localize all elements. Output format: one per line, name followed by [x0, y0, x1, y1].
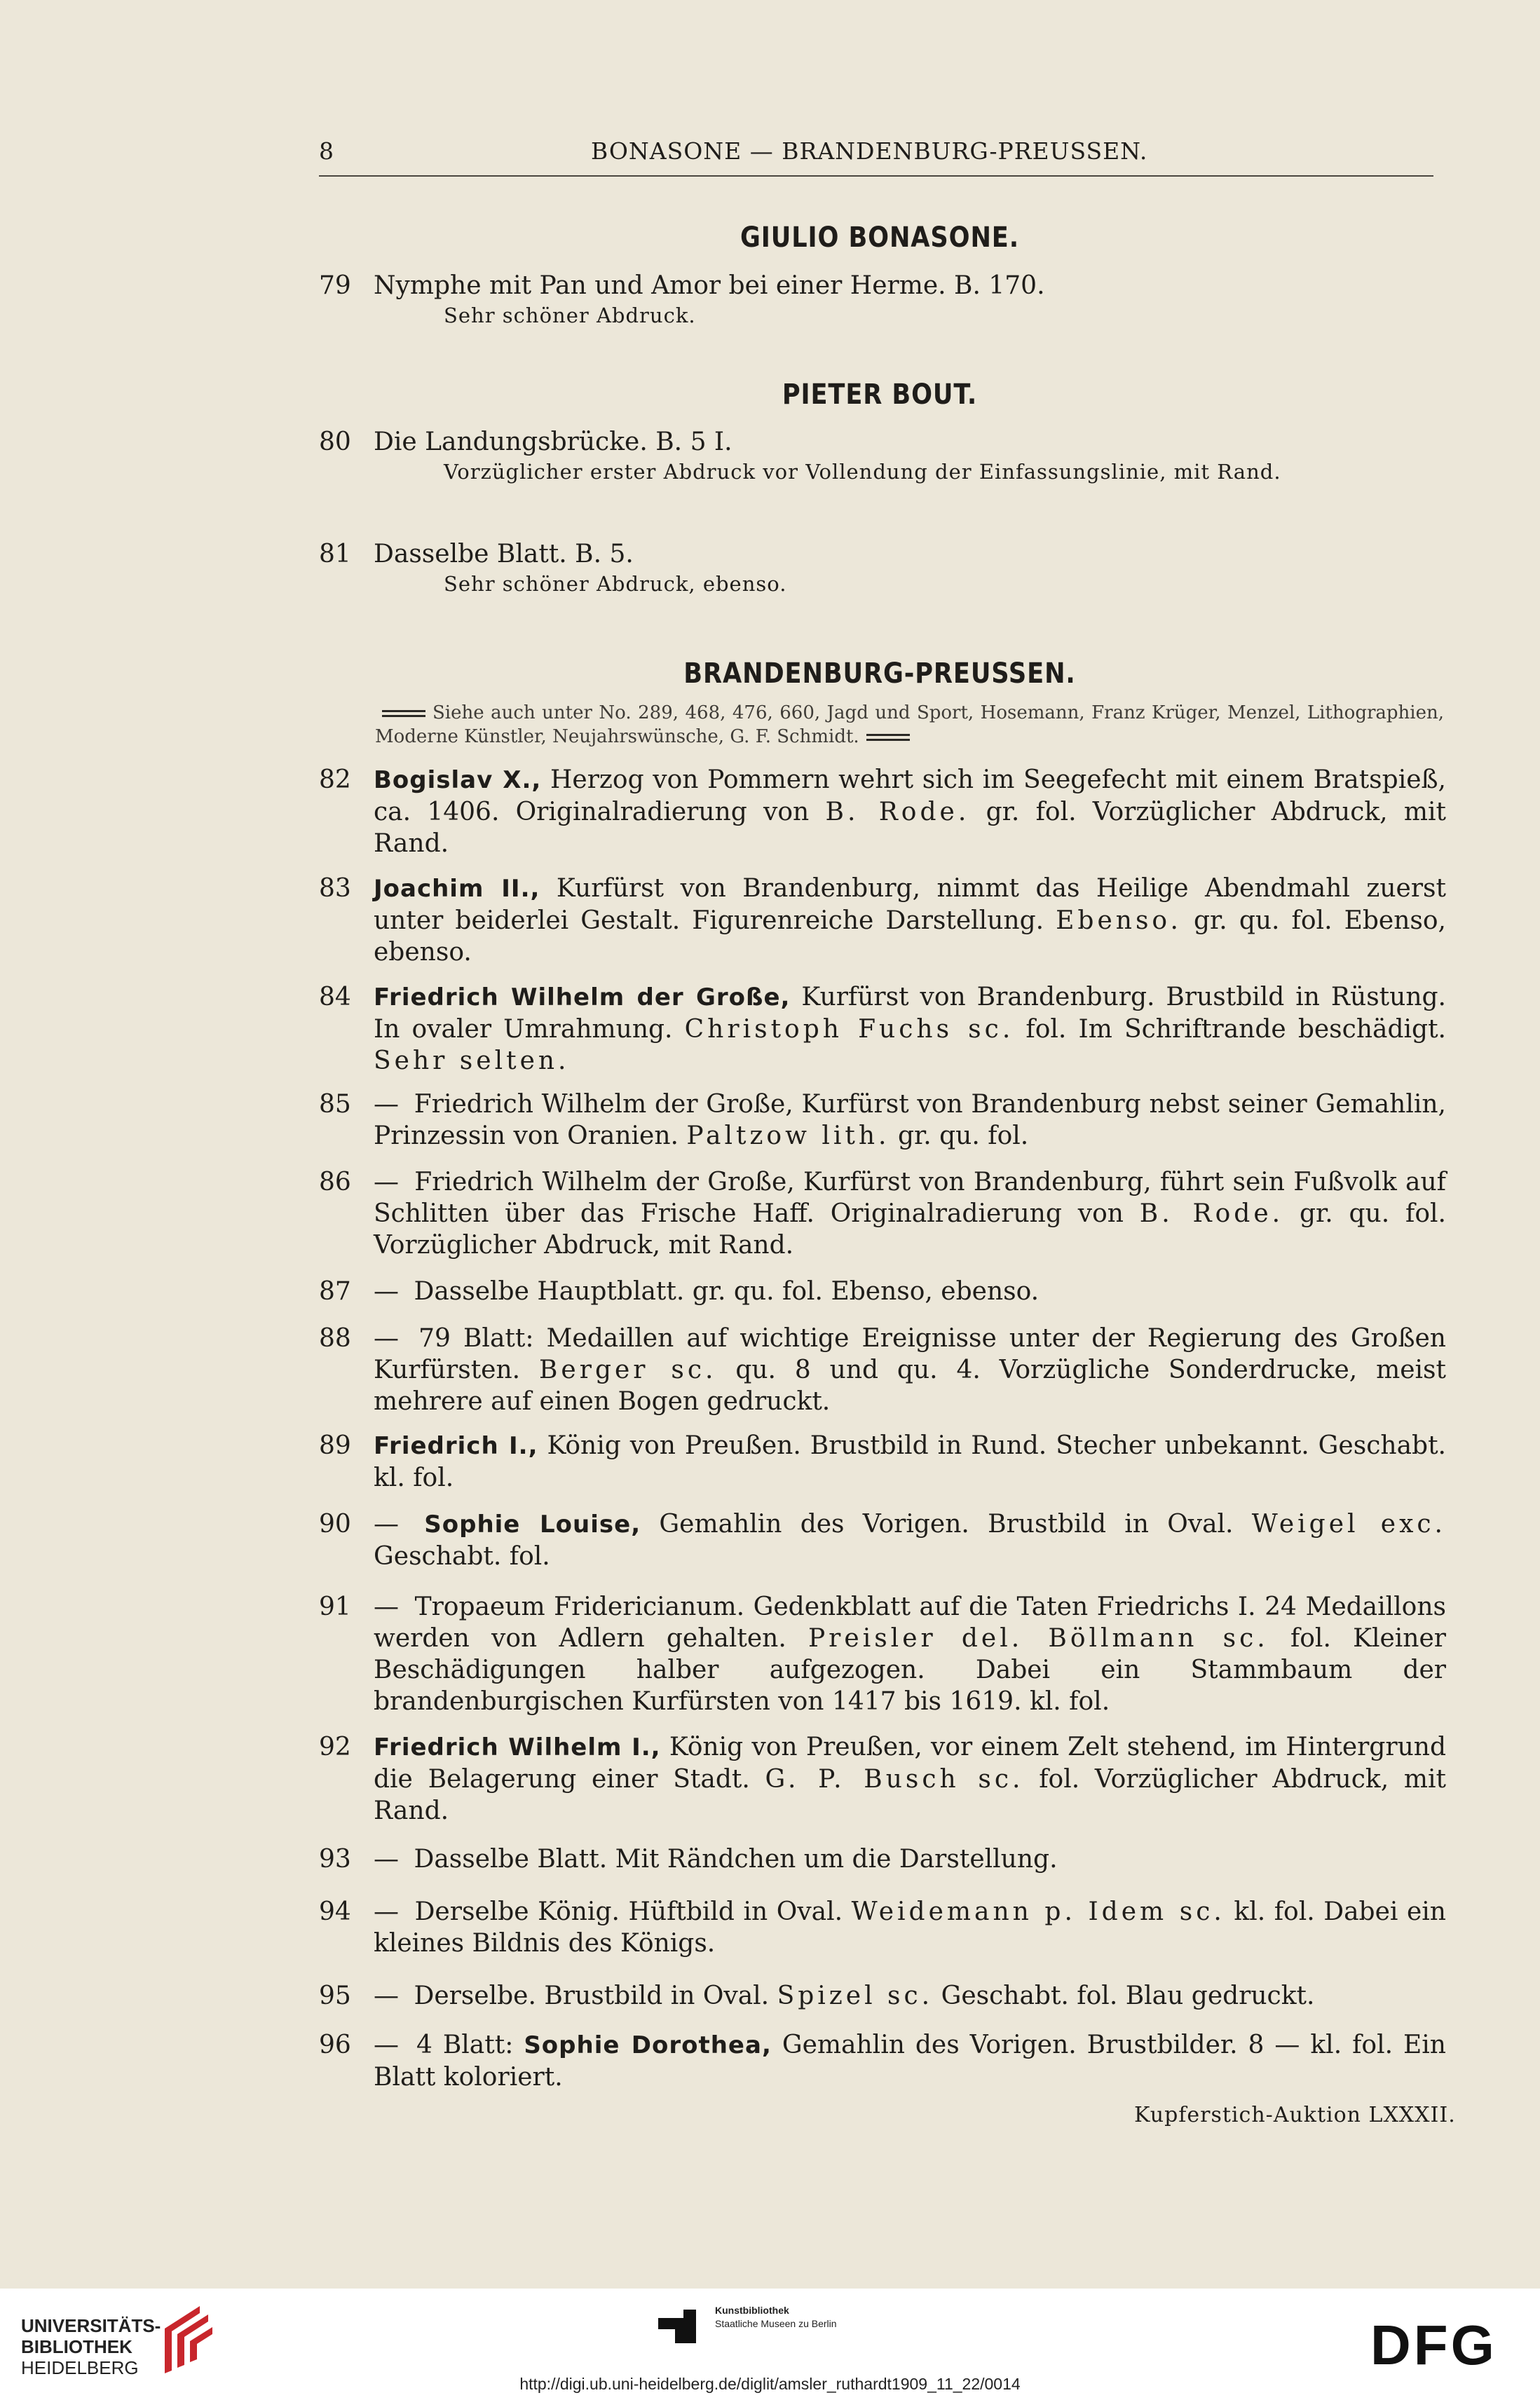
entry-artist: B. Rode. — [1139, 1199, 1284, 1228]
kunstbibliothek-label — [715, 2304, 837, 2331]
entry-number: 90 — [319, 1510, 351, 1539]
entry-note: Sehr schöner Abdruck, ebenso. — [444, 572, 787, 596]
ditto-dash: — — [374, 1897, 399, 1926]
entry-body: Friedrich Wilhelm der Große, Kurfürst von Brandenburg, führt sein Fußvolk auf Schlitten über das Frische Haff. Originalradierung von — [374, 1168, 1446, 1228]
entry-text — [374, 1089, 1446, 1152]
entry-number: 93 — [319, 1845, 351, 1874]
entry-text — [374, 981, 1446, 1077]
entry-tail: fol. Kleiner Beschädigungen halber aufgezogen. Dabei ein Stammbaum der brandenburgischen Kurfürsten von 1417 bis 1619. kl. fol. — [374, 1624, 1446, 1716]
entry-tail: gr. fol. Vorzüglicher Abdruck, mit Rand. — [374, 798, 1447, 858]
entry-text — [374, 873, 1446, 968]
entry-body: Nymphe mit Pan und Amor bei einer Herme. B. 170. — [374, 271, 1045, 300]
dfg-logo[interactable]: DFG — [1370, 2314, 1497, 2376]
entry-tail: gr. qu. fol. Vorzüglicher Abdruck, mit Rand. — [374, 1199, 1446, 1260]
entry-tail: qu. 8 und qu. 4. Vorzügliche Sonderdrucke, meist mehrere auf einen Bogen gedruckt. — [374, 1356, 1446, 1416]
kunstbibliothek-logo-icon[interactable] — [655, 2304, 699, 2347]
entry-number: 95 — [319, 1982, 351, 2010]
kb-institution: Staatliche Museen zu Berlin — [715, 2318, 837, 2329]
entry-subject: Friedrich Wilhelm I., — [374, 1733, 661, 1761]
page-number: 8 — [319, 137, 334, 165]
logo-line: UNIVERSITÄTS- — [21, 2315, 161, 2336]
header-rule — [319, 175, 1433, 177]
entry-body: Gemahlin des Vorigen. Brustbild in Oval. — [659, 1510, 1234, 1539]
entry-artist: G. P. Busch sc. — [765, 1765, 1024, 1794]
entry-number: 92 — [319, 1733, 351, 1761]
entry-body: 79 Blatt: Medaillen auf wichtige Ereignisse unter der Regierung des Großen Kurfürsten. — [374, 1324, 1446, 1384]
entry-tail: kl. fol. Dabei ein kleines Bildnis des Königs. — [374, 1897, 1446, 1958]
entry-body: Dasselbe Blatt. B. 5. — [374, 540, 634, 568]
entry-body: König von Preußen. Brustbild in Rund. Stecher unbekannt. Geschabt. kl. fol. — [374, 1431, 1446, 1492]
entry-body: König von Preußen, vor einem Zelt stehend, im Hintergrund die Belagerung einer Stadt. — [374, 1733, 1446, 1794]
entry-body: Derselbe. Brustbild in Oval. — [414, 1982, 770, 2010]
entry-number: 84 — [319, 983, 351, 1011]
entry-body: Kurfürst von Brandenburg. Brustbild in Rüstung. In ovaler Umrahmung. — [374, 983, 1446, 1044]
entry-prefix: 4 Blatt: — [416, 2031, 514, 2059]
library-emblem-icon — [158, 2300, 215, 2378]
entry-body: Gemahlin des Vorigen. Brustbilder. 8 — kl. fol. Ein Blatt koloriert. — [374, 2031, 1446, 2092]
entry-body: Die Landungsbrücke. B. 5 I. — [374, 428, 732, 456]
entry-artist: Weigel exc. — [1251, 1510, 1446, 1539]
entry-tail: Geschabt. fol. Blau gedruckt. — [941, 1982, 1315, 2010]
section-title-bout: PIETER BOUT. — [782, 379, 978, 411]
entry-body: Tropaeum Fridericianum. Gedenkblatt auf die Taten Friedrichs I. 24 Medaillons werden von Adlern gehalten. — [374, 1593, 1447, 1653]
entry-number: 82 — [319, 765, 351, 794]
entry-body: Dasselbe Blatt. Mit Rändchen um die Darstellung. — [414, 1845, 1058, 1874]
entry-text — [374, 1980, 1446, 2012]
entry-body: Dasselbe Hauptblatt. gr. qu. fol. Ebenso, ebenso. — [414, 1277, 1040, 1306]
ditto-dash: — — [374, 1090, 399, 1119]
entry-text — [374, 2029, 1446, 2093]
ditto-dash: — — [374, 1510, 399, 1539]
ditto-dash: — — [374, 1277, 399, 1306]
entry-text — [374, 1591, 1446, 1717]
entry-body: Herzog von Pommern wehrt sich im Seegefecht mit einem Bratspieß, ca. 1406. Originalradierung von — [374, 765, 1446, 826]
entry-text — [374, 426, 1446, 486]
entry-subject: Friedrich I., — [374, 1432, 538, 1460]
entry-tail: Geschabt. fol. — [374, 1542, 550, 1571]
entry-text — [374, 764, 1446, 859]
entry-artist: Ebenso. — [1056, 906, 1182, 935]
entry-number: 83 — [319, 874, 351, 903]
entry-artist: Paltzow lith. — [686, 1121, 890, 1150]
entry-subject: Sophie Dorothea, — [524, 2031, 772, 2059]
see-also-text: Siehe auch unter No. 289, 468, 476, 660, Jagd und Sport, Hosemann, Franz Krüger, Menzel, Lithographien, Moderne Künstler, Neujahrswünsche, G. F. Schmidt. — [375, 702, 1444, 747]
running-title: BONASONE — BRANDENBURG-PREUSSEN. — [591, 137, 1148, 165]
permalink-url[interactable]: http://digi.ub.uni-heidelberg.de/diglit/amsler_ruthardt1909_11_22/0014 — [519, 2375, 1021, 2393]
entry-number: 94 — [319, 1897, 351, 1926]
section-title-bonasone: GIULIO BONASONE. — [740, 221, 1019, 254]
entry-number: 87 — [319, 1277, 351, 1306]
entry-text — [374, 1323, 1446, 1417]
double-rule-ornament — [866, 734, 910, 741]
entry-subject: Joachim II., — [374, 875, 540, 903]
entry-tail: gr. qu. fol. Ebenso, ebenso. — [374, 906, 1446, 967]
entry-number: 85 — [319, 1090, 351, 1119]
entry-note: Sehr schöner Abdruck. — [444, 304, 696, 327]
entry-number: 80 — [319, 428, 351, 456]
entry-artist: Spizel sc. — [777, 1982, 934, 2010]
entry-text — [374, 1508, 1446, 1572]
heidelberg-library-logo[interactable] — [21, 2315, 161, 2378]
entry-artist: Weidemann p. Idem sc. — [851, 1897, 1225, 1926]
ditto-dash: — — [374, 1982, 399, 2010]
double-rule-ornament — [382, 710, 425, 717]
ditto-dash: — — [374, 1168, 399, 1196]
see-also-note — [375, 701, 1444, 749]
entry-artist: B. Rode. — [825, 798, 970, 826]
running-head — [319, 137, 1433, 168]
entry-text — [374, 1843, 1446, 1875]
entry-body: Kurfürst von Brandenburg, nimmt das Heilige Abendmahl zuerst unter beiderlei Gestalt. Figurenreiche Darstellung. — [374, 874, 1446, 935]
entry-tail: fol. Vorzüglicher Abdruck, mit Rand. — [374, 1765, 1446, 1825]
entry-number: 89 — [319, 1431, 351, 1460]
entry-artist: Preisler del. Böllmann sc. — [808, 1624, 1269, 1653]
section-title-brandenburg: BRANDENBURG-PREUSSEN. — [683, 657, 1076, 690]
entry-rarity: Sehr selten. — [374, 1046, 570, 1075]
kb-name: Kunstbibliothek — [715, 2305, 789, 2316]
logo-line: HEIDELBERG — [21, 2357, 139, 2378]
entry-number: 86 — [319, 1168, 351, 1196]
entry-note: Vorzüglicher erster Abdruck vor Vollendung der Einfassungslinie, mit Rand. — [444, 460, 1281, 484]
entry-artist: Christoph Fuchs sc. — [684, 1015, 1014, 1044]
entry-text — [374, 1166, 1446, 1261]
entry-body: Friedrich Wilhelm der Große, Kurfürst von Brandenburg nebst seiner Gemahlin, Prinzessin von Oranien. — [374, 1090, 1446, 1150]
ditto-dash: — — [374, 1593, 399, 1621]
entry-subject: Friedrich Wilhelm der Große, — [374, 983, 791, 1011]
entry-subject: Bogislav X., — [374, 766, 542, 794]
entry-tail: fol. Im Schriftrande beschädigt. — [1025, 1015, 1446, 1044]
entry-number: 88 — [319, 1324, 351, 1353]
ditto-dash: — — [374, 1845, 399, 1874]
ditto-dash: — — [374, 2031, 399, 2059]
entry-text — [374, 1896, 1446, 1959]
entry-artist: Berger sc. — [538, 1356, 717, 1384]
entry-tail: gr. qu. fol. — [897, 1121, 1029, 1150]
entry-subject: Sophie Louise, — [424, 1511, 641, 1539]
entry-number: 79 — [319, 271, 351, 300]
entry-text — [374, 1430, 1446, 1494]
logo-line: BIBLIOTHEK — [21, 2336, 132, 2357]
entry-text — [374, 1276, 1446, 1307]
entry-number: 91 — [319, 1593, 351, 1621]
entry-text — [374, 270, 1446, 329]
entry-number: 96 — [319, 2031, 351, 2059]
catalog-signature: Kupferstich-Auktion LXXXII. — [1134, 2103, 1456, 2127]
ditto-dash: — — [374, 1324, 399, 1353]
entry-text — [374, 1731, 1446, 1827]
entry-number: 81 — [319, 540, 351, 568]
entry-body: Derselbe König. Hüftbild in Oval. — [414, 1897, 843, 1926]
entry-text — [374, 538, 1446, 598]
